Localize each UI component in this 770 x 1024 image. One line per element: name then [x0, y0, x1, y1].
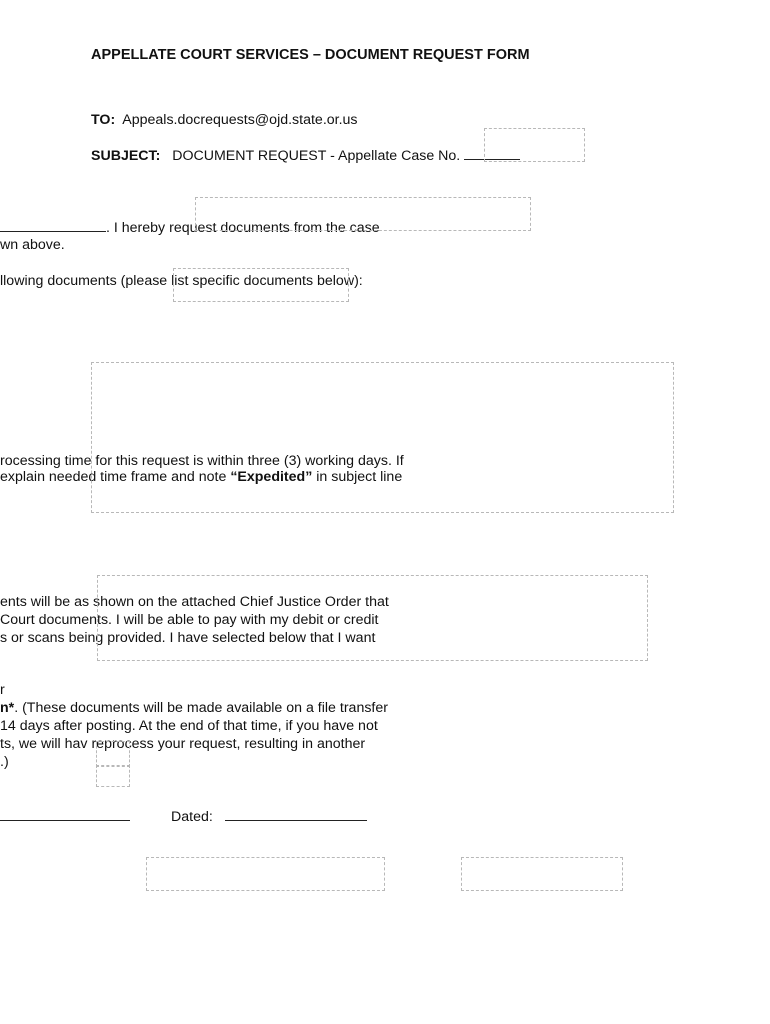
expedited-bold: “Expedited”: [230, 469, 313, 485]
option-line-1: r: [0, 682, 5, 698]
signature-field[interactable]: [146, 857, 385, 891]
payment-line-3: s or scans being provided. I have selected below that I want: [0, 630, 376, 646]
request-text: . I hereby request documents from the case: [106, 220, 380, 236]
requester-name-blank: [0, 219, 106, 232]
delivery-option-checkbox[interactable]: [96, 741, 130, 767]
requester-name-field[interactable]: [195, 197, 531, 231]
documents-list-field[interactable]: [91, 362, 674, 513]
option-text: . (These documents will be made available on a file transfer: [14, 700, 388, 716]
documents-list-instruction: llowing documents (please list specific documents below):: [0, 273, 363, 289]
case-shown-line: wn above.: [0, 237, 65, 253]
dated-blank: [225, 808, 367, 821]
form-title: APPELLATE COURT SERVICES – DOCUMENT REQUEST FORM: [91, 47, 530, 63]
option-line-3: 14 days after posting. At the end of that time, if you have not: [0, 718, 378, 734]
signature-blank: [0, 808, 130, 821]
payment-line-2: Court documents. I will be able to pay with my debit or credit: [0, 612, 379, 628]
to-line: [91, 112, 358, 129]
expedited-pre: explain needed time frame and note: [0, 469, 231, 485]
option-line-5: .): [0, 754, 9, 770]
payment-line-1: ents will be as shown on the attached Chief Justice Order that: [0, 594, 389, 610]
option-line-4: ts, we will hav reprocess your request, resulting in another: [0, 736, 366, 752]
dated-line: [171, 808, 367, 826]
signature-line: [0, 808, 130, 826]
payment-info-field[interactable]: [97, 575, 648, 661]
party-field[interactable]: [173, 268, 349, 302]
delivery-option-checkbox-2[interactable]: [96, 765, 130, 787]
processing-time-line: rocessing time for this request is within three (3) working days. If: [0, 453, 404, 469]
subject-label: SUBJECT:: [91, 148, 161, 164]
to-label: TO:: [91, 112, 116, 128]
option-line-2: [0, 700, 388, 717]
to-email: Appeals.docrequests@ojd.state.or.us: [122, 112, 358, 128]
date-field[interactable]: [461, 857, 623, 891]
case-number-field[interactable]: [484, 128, 585, 162]
expedited-post: in subject line: [312, 469, 403, 485]
dated-label: Dated:: [171, 809, 213, 825]
option-bold: n*: [0, 700, 15, 716]
subject-text: DOCUMENT REQUEST - Appellate Case No.: [172, 148, 461, 164]
subject-line: [91, 147, 520, 165]
